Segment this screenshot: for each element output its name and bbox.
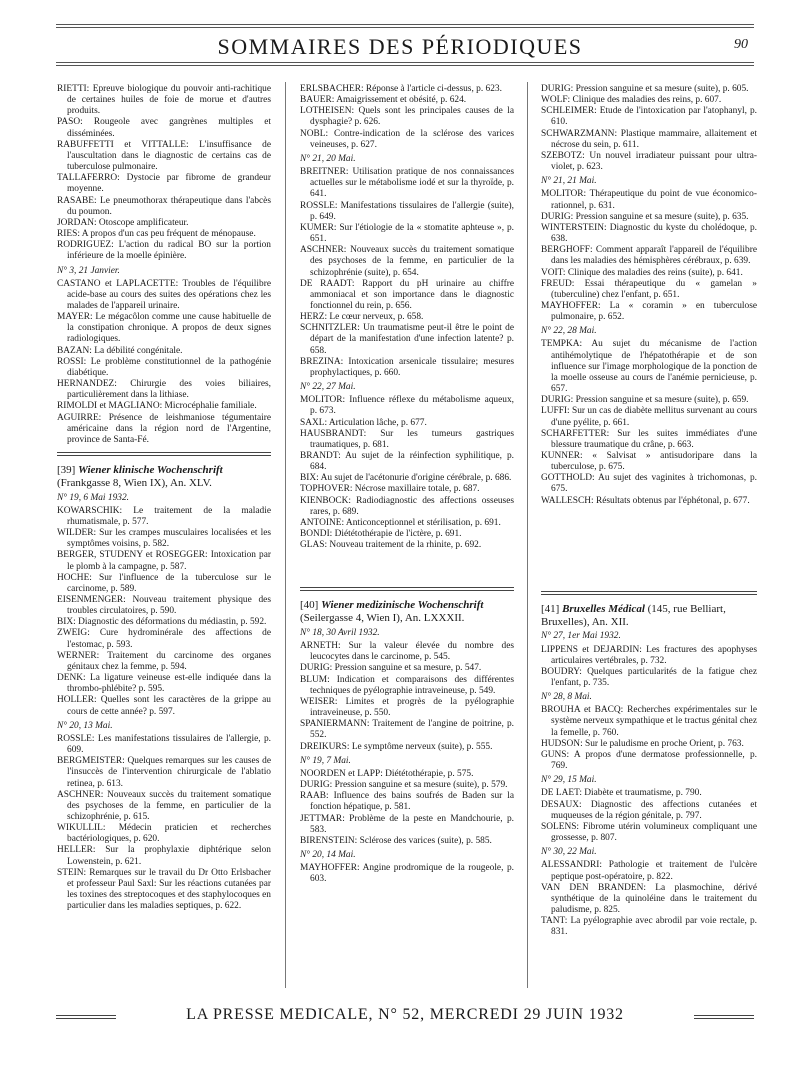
article-entry: SCHARFETTER: Sur les suites immédiates d'une blessure traumatique du crâne, p. 663. <box>541 428 757 450</box>
article-entry: HAUSBRANDT: Sur les tumeurs gastriques traumatiques, p. 681. <box>300 428 514 450</box>
article-entry: RODRIGUEZ: L'action du radical BO sur la portion inférieure de la moelle épinière. <box>57 240 271 262</box>
article-entry: HOCHE: Sur l'influence de la tuberculose sur le carcinome, p. 589. <box>57 572 271 594</box>
issue-heading: N° 22, 28 Mai. <box>541 326 597 337</box>
article-entry: WILDER: Sur les crampes musculaires localisées et les symptômes voisins, p. 582. <box>57 528 271 550</box>
article-entry: ARNETH: Sur la valeur élevée du nombre des leucocytes dans le carcinome, p. 545. <box>300 641 514 663</box>
article-entry: BOUDRY: Quelques particularités de la fatigue chez l'enfant, p. 735. <box>541 666 757 688</box>
article-entry: BERGMEISTER: Quelques remarques sur les causes de l'insuccès de l'intervention chirurgicale de l'ablatio retinea, p. 613. <box>57 756 271 789</box>
article-entry: SOLENS: Fibrome utérin volumineux compliquant une grossesse, p. 807. <box>541 821 757 844</box>
article-entry: DESAUX: Diagnostic des affections cutanées et muqueuses de la région génitale, p. 797. <box>541 799 757 821</box>
article-entry: EISENMENGER: Nouveau traitement physique des troubles circulatoires, p. 590. <box>57 595 271 617</box>
article-entry: DURIG: Pression sanguine et sa mesure, p. 547. <box>300 663 482 674</box>
column-divider-left <box>285 82 286 988</box>
article-entry: RIMOLDI et MAGLIANO: Microcéphalie familiale. <box>57 401 257 412</box>
article-entry: ROSSLE: Les manifestations tissulaires de l'allergie, p. 609. <box>57 733 271 756</box>
journal-name: Wiener medizinische Wochenschrift <box>321 599 484 612</box>
journal-number: [41] <box>541 602 560 615</box>
journal-separator-rule <box>541 591 757 597</box>
article-entry: KOWARSCHIK: Le traitement de la maladie rhumatismale, p. 577. <box>57 505 271 527</box>
article-entry: WALLESCH: Résultats obtenus par l'éphétonal, p. 677. <box>541 495 750 506</box>
article-entry: DE LAET: Diabète et traumatisme, p. 790. <box>541 788 702 799</box>
article-entry: FREUD: Essai thérapeutique du « gamelan » (tuberculine) chez l'enfant, p. 651. <box>541 278 757 300</box>
journal-title <box>57 464 271 490</box>
journal-name: Bruxelles Médical <box>562 602 645 615</box>
article-entry: HERZ: Le cœur nerveux, p. 658. <box>300 312 424 323</box>
article-entry: NOBL: Contre-indication de la sclérose des varices veineuses, p. 627. <box>300 128 514 150</box>
article-entry: DURIG: Pression sanguine et sa mesure (suite), p. 635. <box>541 211 749 222</box>
issue-heading: N° 21, 20 Mai. <box>300 153 356 164</box>
article-entry: GUNS: A propos d'une dermatose professionnelle, p. 769. <box>541 749 757 772</box>
article-entry: CASTANO et LAPLACETTE: Troubles de l'équilibre acide-base au cours des suites des opérations chez les malades de l'appareil urinaire. <box>57 278 271 311</box>
issue-heading: N° 20, 14 Mai. <box>300 849 356 860</box>
article-entry: PASO: Rougeole avec gangrènes multiples et disséminées. <box>57 117 271 139</box>
article-entry: HERNANDEZ: Chirurgie des voies biliaires, particulièrement dans la lithiase. <box>57 379 271 401</box>
article-entry: LUFFI: Sur un cas de diabète mellitus survenant au cours d'une pyélite, p. 661. <box>541 406 757 428</box>
issue-heading: N° 18, 30 Avril 1932. <box>300 628 380 638</box>
header-rule-bottom <box>56 62 754 63</box>
article-entry: MOLITOR: Influence réflexe du métabolisme aqueux, p. 673. <box>300 395 514 417</box>
article-entry: HUDSON: Sur le paludisme en proche Orient, p. 763. <box>541 738 744 749</box>
article-entry: DURIG: Pression sanguine et sa mesure (suite), p. 579. <box>300 780 508 791</box>
article-entry: LOTHEISEN: Quels sont les principales causes de la dysphagie? p. 626. <box>300 106 514 128</box>
article-entry: TANT: La pyélographie avec abrodil par voie rectale, p. 831. <box>541 916 757 938</box>
header-rule-bottom-2 <box>56 65 754 66</box>
article-entry: BREZINA: Intoxication arsenicale tissulaire; mesures prophylactiques, p. 660. <box>300 356 514 378</box>
journal-address: (Frankgasse 8, Wien IX), An. XLV. <box>57 476 212 489</box>
footer <box>56 1006 754 1026</box>
journal-separator-rule <box>300 587 514 593</box>
article-entry: BREITNER: Utilisation pratique de nos connaissances actuelles sur le métabolisme iodé et sur la thyroïde, p. 641. <box>300 167 514 200</box>
journal-address: (145, rue Belliart, Bruxelles), An. XII. <box>541 602 726 628</box>
column-middle <box>300 84 514 989</box>
article-entry: DENK: La ligature veineuse est-elle indiquée dans la thrombo-phlébite? p. 595. <box>57 673 271 695</box>
issue-heading: N° 27, 1er Mai 1932. <box>541 631 621 642</box>
issue-heading: N° 30, 22 Mai. <box>541 847 597 858</box>
article-entry: ASCHNER: Nouveaux succès du traitement somatique des psychoses de la femme, en particulier de la schizophrénie (suite), p. 654. <box>300 245 514 278</box>
issue-heading: N° 28, 8 Mai. <box>541 692 592 703</box>
article-entry: BIX: Au sujet de l'acétonurie d'origine cérébrale, p. 686. <box>300 473 512 484</box>
article-entry: BAZAN: La débilité congénitale. <box>57 345 183 356</box>
article-entry: TOPHOVER: Nécrose maxillaire totale, p. 687. <box>300 484 480 495</box>
article-entry: STEIN: Remarques sur le travail du Dr Otto Erlsbacher et professeur Paul Saxl: Sur les réactions cutanées par les toxines des streptocoques et des staphylocoques en particulier dans les maladies septiques, p. 622. <box>57 867 271 912</box>
article-entry: HOLLER: Quelles sont les caractères de la grippe au cours de cette année? p. 597. <box>57 695 271 717</box>
article-entry: GLAS: Nouveau traitement de la rhinite, p. 692. <box>300 540 482 551</box>
article-entry: ROSSI: Le problème constitutionnel de la pathogénie diabétique. <box>57 356 271 378</box>
article-entry: MAYER: Le mégacôlon comme une cause habituelle de la constipation chronique. A propos de deux signes radiologiques. <box>57 312 271 345</box>
article-entry: ROSSLE: Manifestations tissulaires de l'allergie (suite), p. 649. <box>300 200 514 222</box>
column-spacer <box>541 507 757 585</box>
article-entry: BERGER, STUDENY et ROSEGGER: Intoxication par le plomb à la campagne, p. 587. <box>57 550 271 572</box>
article-entry: SZEBOTZ: Un nouvel irradiateur puissant pour ultra-violet, p. 623. <box>541 150 757 173</box>
article-entry: VAN DEN BRANDEN: La plasmochine, dérivé synthétique de la quinoléine dans le traitement du paludisme, p. 825. <box>541 882 757 915</box>
article-entry: BLUM: Indication et comparaisons des différentes techniques de pyélographie intraveineuse, p. 549. <box>300 674 514 696</box>
article-entry: MAYHOFFER: La « coramin » en tuberculose pulmonaire, p. 652. <box>541 300 757 323</box>
article-entry: SCHLEIMER: Etude de l'intoxication par l'atophanyl, p. 610. <box>541 106 757 128</box>
article-entry: BONDI: Diététothérapie de l'ictère, p. 691. <box>300 529 462 540</box>
article-entry: AGUIRRE: Présence de leishmaniose tégumentaire américaine dans la région nord de l'Argentine, province de Santa-Fé. <box>57 412 271 445</box>
article-entry: RIES: A propos d'un cas peu fréquent de ménopause. <box>57 229 256 240</box>
article-entry: LIPPENS et DEJARDIN: Les fractures des apophyses articulaires vertébrales, p. 732. <box>541 644 757 666</box>
article-entry: KUNNER: « Salvisat » antisudoripare dans la tuberculose, p. 675. <box>541 451 757 473</box>
article-entry: WIKULLIL: Médecin praticien et recherches bactériologiques, p. 620. <box>57 823 271 845</box>
article-entry: SAXL: Articulation lâche, p. 677. <box>300 417 427 428</box>
article-entry: ANTOINE: Anticonceptionnel et stérilisation, p. 691. <box>300 517 501 528</box>
article-entry: ASCHNER: Nouveaux succès du traitement somatique des psychoses de la femme, en particulier de la schizophrénie, p. 615. <box>57 789 271 822</box>
article-entry: DE RAADT: Rapport du pH urinaire au chiffre ammoniacal et son importance dans le diagnostic fonctionnel du rein, p. 656. <box>300 278 514 311</box>
journal-separator-rule <box>57 452 271 458</box>
article-entry: WINTERSTEIN: Diagnostic du kyste du cholédoque, p. 638. <box>541 222 757 245</box>
article-entry: RASABE: Le pneumothorax thérapeutique dans l'abcès du poumon. <box>57 195 271 217</box>
article-entry: WEISER: Limites et progrès de la pyélographie intraveineuse, p. 550. <box>300 696 514 719</box>
article-entry: JETTMAR: Problème de la peste en Mandchourie, p. 583. <box>300 813 514 835</box>
article-entry: NOORDEN et LAPP: Diététothérapie, p. 575. <box>300 768 474 779</box>
article-entry: KUMER: Sur l'étiologie de la « stomatite aphteuse », p. 651. <box>300 222 514 245</box>
article-entry: BROUHA et BACQ: Recherches expérimentales sur le système nerveux sympathique et le tractus génital chez la femelle, p. 760. <box>541 705 757 738</box>
article-entry: JORDAN: Otoscope amplificateur. <box>57 217 189 228</box>
article-entry: RIETTI: Epreuve biologique du pouvoir anti-rachitique de certaines huiles de foie de morue et d'autres produits. <box>57 84 271 117</box>
issue-heading: N° 19, 7 Mai. <box>300 755 351 766</box>
issue-heading: N° 19, 6 Mai 1932. <box>57 492 129 503</box>
journal-name: Wiener klinische Wochenschrift <box>78 464 223 476</box>
article-entry: BIX: Diagnostic des déformations du médiastin, p. 592. <box>57 617 267 628</box>
journal-address: (Seilergasse 4, Wien I), An. LXXXII. <box>300 612 465 625</box>
article-entry: MOLITOR: Thérapeutique du point de vue économico-rationnel, p. 631. <box>541 189 757 211</box>
article-entry: TALLAFERRO: Dystocie par fibrome de grandeur moyenne. <box>57 173 271 195</box>
article-entry: ZWEIG: Cure hydrominérale des affections de l'estomac, p. 593. <box>57 628 271 650</box>
header-rule-top <box>56 24 754 25</box>
issue-heading: N° 29, 15 Mai. <box>541 775 597 786</box>
article-entry: BERGHOFF: Comment apparaît l'appareil de l'équilibre dans les maladies des hémisphères cérébraux, p. 639. <box>541 245 757 267</box>
article-entry: SPANIERMANN: Traitement de l'angine de poitrine, p. 552. <box>300 719 514 741</box>
journal-number: [40] <box>300 599 319 612</box>
column-left <box>57 84 271 989</box>
article-entry: SCHWARZMANN: Plastique mammaire, allaitement et nécrose du sein, p. 611. <box>541 128 757 150</box>
column-divider-right <box>527 82 528 988</box>
article-entry: GOTTHOLD: Au sujet des vaginites à trichomonas, p. 675. <box>541 473 757 495</box>
article-entry: RABUFFETTI et VITTALLE: L'insuffisance de l'auscultation dans le diagnostic de certains cas de tuberculose pulmonaire. <box>57 139 271 173</box>
issue-heading: N° 22, 27 Mai. <box>300 382 356 393</box>
page-number: 90 <box>734 37 748 52</box>
article-entry: SCHNITZLER: Un traumatisme peut-il être le point de départ de la manifestation d'une infection latente? p. 658. <box>300 323 514 356</box>
article-entry: WOLF: Clinique des maladies des reins, p. 607. <box>541 95 722 106</box>
article-entry: BAUER: Amaigrissement et obésité, p. 624. <box>300 95 467 106</box>
article-entry: ALESSANDRI: Pathologie et traitement de l'ulcère peptique post-opératoire, p. 822. <box>541 860 757 882</box>
article-entry: HELLER: Sur la prophylaxie diphtérique selon Lowenstein, p. 621. <box>57 845 271 867</box>
journal-title <box>300 599 514 625</box>
article-entry: BIRENSTEIN: Sclérose des varices (suite), p. 585. <box>300 835 492 846</box>
journal-number: [39] <box>57 464 76 476</box>
issue-heading: N° 21, 21 Mai. <box>541 176 597 187</box>
article-entry: RAAB: Influence des bains soufrés de Baden sur la fonction hépatique, p. 581. <box>300 791 514 813</box>
article-entry: ERLSBACHER: Réponse à l'article ci-dessus, p. 623. <box>300 84 502 94</box>
article-entry: KIENBOCK: Radiodiagnostic des affections osseuses rares, p. 689. <box>300 495 514 517</box>
header-rule-top-2 <box>56 27 754 28</box>
article-entry: DURIG: Pression sanguine et sa mesure (suite), p. 659. <box>541 395 749 406</box>
article-entry: BRANDT: Au sujet de la réinfection syphilitique, p. 684. <box>300 451 514 473</box>
article-entry: WERNER: Traitement du carcinome des organes génitaux chez la femme, p. 594. <box>57 650 271 672</box>
issue-heading: N° 20, 13 Mai. <box>57 720 113 731</box>
article-entry: VOIT: Clinique des maladies des reins (suite), p. 641. <box>541 267 743 278</box>
article-entry: MAYHOFFER: Angine prodromique de la rougeole, p. 603. <box>300 863 514 885</box>
column-right <box>541 84 757 989</box>
footer-text: LA PRESSE MEDICALE, N° 52, MERCREDI 29 JUIN 1932 <box>180 1006 630 1023</box>
issue-heading: N° 3, 21 Janvier. <box>57 265 120 276</box>
page-title: SOMMAIRES DES PÉRIODIQUES <box>217 34 583 59</box>
article-entry: TEMPKA: Au sujet du mécanisme de l'action antihémolytique de l'hépatothérapie et de son influence sur l'image morphologique de la ponction de la moelle osseuse au cours de l'anémie pernicieuse, p. 657. <box>541 339 757 395</box>
column-spacer <box>300 551 514 581</box>
article-entry: DURIG: Pression sanguine et sa mesure (suite), p. 605. <box>541 84 749 94</box>
footer-line <box>56 1006 754 1024</box>
journal-title <box>541 603 757 629</box>
article-entry: DREIKURS: Le symptôme nerveux (suite), p. 555. <box>300 741 493 752</box>
